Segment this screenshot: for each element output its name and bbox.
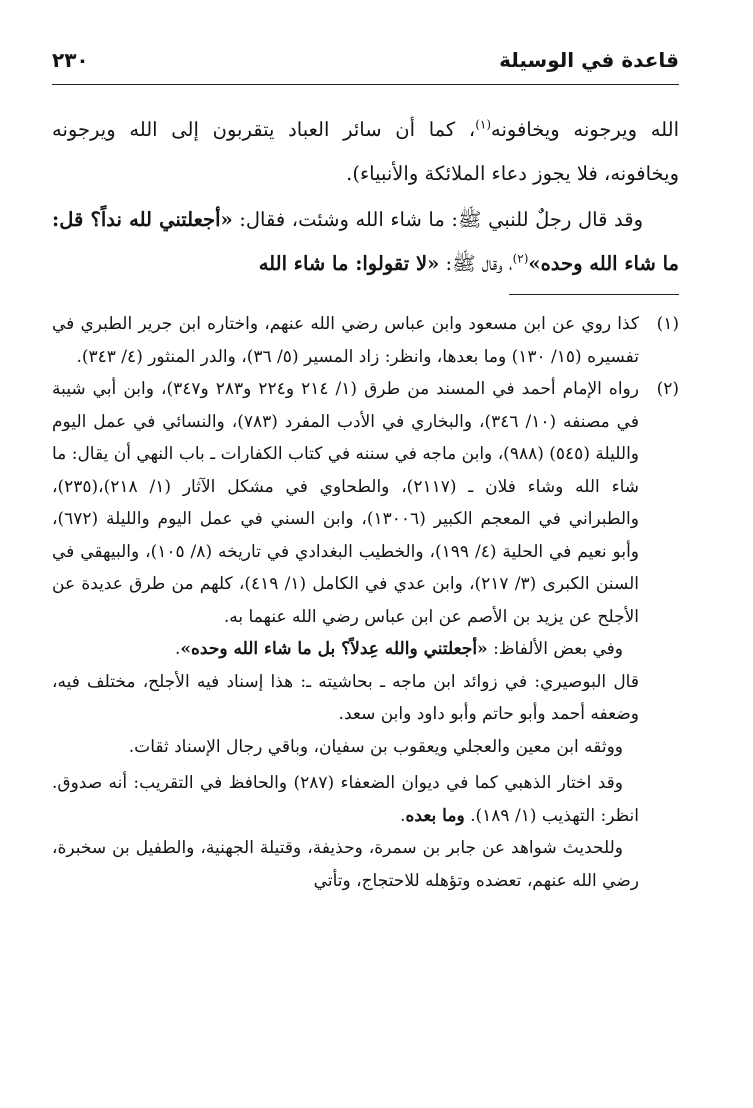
paragraph-2 — [52, 198, 679, 286]
footnote-1-text: كذا روي عن ابن مسعود وابن عباس رضي الله عنهم، واختاره ابن جرير الطبري في تفسيره (١٥/ ١٣٠) وما بعدها، وانظر: زاد المسير (٥/ ٣٦)، والدر المنثور (٤/ ٣٤٣). — [52, 314, 639, 367]
main-text — [52, 108, 679, 288]
footnote-2-number: (٢) — [656, 379, 679, 399]
paragraph-2-text-a: وقد قال رجلٌ للنبي ﷺ: ما شاء الله وشئت، فقال: — [232, 208, 643, 231]
paragraph-1-text: الله ويرجونه ويخافونه — [491, 118, 679, 141]
wording-quote: «أجعلتني والله عِدلاً؟ بل ما شاء الله وحده» — [180, 639, 488, 659]
wording-lead: وفي بعض الألفاظ: — [487, 639, 623, 659]
footnote-1-number: (١) — [656, 314, 679, 334]
footnote-separator — [509, 294, 679, 295]
wording-end: . — [174, 639, 181, 659]
footnote-ref-2[interactable]: (٢) — [512, 251, 529, 266]
paragraph-2-text-b: ، وقال ﷺ: — [439, 252, 513, 275]
footnote-2 — [52, 373, 679, 633]
dhahabi-text: وقد اختار الذهبي كما في ديوان الضعفاء (٢٨٧) والحافظ في التقريب: أنه صدوق. انظر: التهذيب (١/ ١٨٩). — [52, 773, 639, 826]
footnote-2-busiri: قال البوصيري: في زوائد ابن ماجه ـ بحاشيته ـ: هذا إسناد فيه الأجلح، مختلف فيه، وضعفه أحمد وأبو حاتم وأبو داود وابن سعد. — [52, 671, 639, 724]
running-header — [52, 44, 679, 85]
paragraph-2-quote-2: «لا تقولوا: ما شاء الله — [258, 252, 440, 275]
book-page — [52, 0, 679, 1108]
footnote-ref-1[interactable]: (١) — [475, 117, 492, 132]
header-title: قاعدة في الوسيلة — [499, 48, 679, 72]
footnote-2-dhahabi — [52, 767, 639, 832]
footnote-1 — [52, 308, 679, 373]
footnote-2-shawahid: وللحديث شواهد عن جابر بن سمرة، وحذيفة، وقتيلة الجهنية، والطفيل بن سخبرة، رضي الله عنهم، تعضده وتؤهله للاحتجاج، وتأتي — [52, 838, 639, 891]
footnotes — [52, 308, 679, 897]
footnote-2-wording — [52, 633, 639, 666]
footnote-2-text: رواه الإمام أحمد في المسند من طرق (١/ ٢١٤ و٢٢٤ و٢٨٣ و٣٤٧)، وابن أبي شيبة في مصنفه (١٠/ ٣٤٦)، والبخاري في الأدب المفرد (٧٨٣)، والنسائي في عمل اليوم والليلة (٥٤٥) (٩٨٨)، وابن ماجه في سننه في كتاب الكفارات ـ باب النهي أن يقال: ما شاء الله وشاء فلان ـ (٢١١٧)، والطحاوي في مشكل الآثار (١/ ٢١٨)،(٢٣٥)، والطبراني في المعجم الكبير (١٣٠٠٦)، وابن السني في عمل اليوم والليلة (٦٧٢)، وأبو نعيم في الحلية (٤/ ١٩٩)، والخطيب البغدادي في تاريخه (٨/ ١٠٥)، والبيهقي في السنن الكبرى (٣/ ٢١٧)، وابن عدي في الكامل (١/ ٤١٩)، كلهم من طرق عديدة عن الأجلح عن يزيد بن الأصم عن ابن عباس رضي الله عنهما به. — [52, 379, 640, 627]
dhahabi-bold: وما بعده — [405, 805, 465, 826]
paragraph-1 — [52, 108, 679, 196]
paragraph-2-quote-1: «أجعلتني لله نداً؟ قل: ما شاء الله وحده» — [52, 208, 679, 275]
page-number: ٢٣٠ — [52, 48, 89, 72]
paragraph-1-rest: ، كما أن سائر العباد يتقربون إلى الله ويرجونه ويخافونه، فلا يجوز دعاء الملائكة والأنبياء). — [52, 118, 679, 185]
dhahabi-end: . — [400, 805, 406, 826]
footnote-2-tawthiq: ووثقه ابن معين والعجلي ويعقوب بن سفيان، وباقي رجال الإسناد ثقات. — [128, 736, 623, 757]
